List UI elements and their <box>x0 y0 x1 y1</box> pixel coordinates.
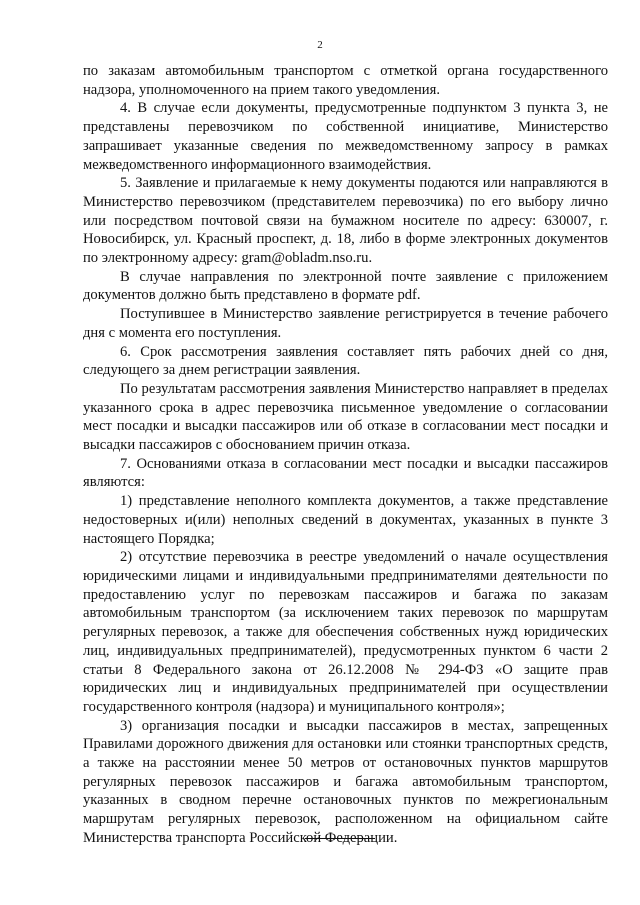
paragraph-review-results: По результатам рассмотрения заявления Министерство направляет в пределах указанного срока в адрес перевозчика письменное уведомление о согласовании мест посадки и высадки пассажиров или об отказе в согласовании мест посадки и высадки пассажиров с обоснованием причин отказа. <box>83 380 608 454</box>
paragraph-item-7: 7. Основаниями отказа в согласовании мест посадки и высадки пассажиров являются: <box>83 455 608 491</box>
paragraph-item-4: 4. В случае если документы, предусмотренные подпунктом 3 пункта 3, не представлены перевозчиком по собственной инициативе, Министерство запрашивает указанные сведения по межведомственному запросу в рамках межведомственного информационного взаимодействия. <box>83 100 608 173</box>
page-number: 2 <box>317 39 323 51</box>
paragraph-subitem-2: 2) отсутствие перевозчика в реестре уведомлений о начале осуществления юридическими лицами и индивидуальными предпринимателями деятельности по предоставлению услуг по перевозкам пассажиров и багажа по заказам автомобильным транспортом (за исключением таких перевозок по маршрутам регулярных перевозок, а также для обеспечения собственных нужд юридических лиц, индивидуальных предпринимателей), предусмотренных пунктом 6 части 2 статьи 8 Федерального закона от 26.12.2008 № 294-ФЗ «О защите прав юридических лиц и индивидуальных предпринимателей при осуществлении государственного контроля (надзора) и муниципального контроля»; <box>83 549 608 715</box>
paragraph-registration: Поступившее в Министерство заявление регистрируется в течение рабочего дня с момента его поступления. <box>83 306 608 341</box>
end-rule-divider <box>305 838 375 839</box>
paragraph-item-5: 5. Заявление и прилагаемые к нему документы подаются или направляются в Министерство перевозчиком (представителем перевозчика) по его выбору лично или посредством почтовой связи на бумажном носителе по адресу: 630007, г. Новосибирск, ул. Красный проспект, д. 18, либо в форме электронных документов по электронному адресу: gram@obladm.nso.ru. <box>83 175 608 267</box>
paragraph-subitem-1: 1) представление неполного комплекта документов, а также представление недостоверных и(или) неполных сведений в документах, указанных в пункте 3 настоящего Порядка; <box>83 493 608 547</box>
paragraph-subitem-3: 3) организация посадки и высадки пассажиров в местах, запрещенных Правилами дорожного движения для остановки или стоянки транспортных средств, а также на расстоянии менее 50 метров от остановочных пунктов маршрутов регулярных перевозок пассажиров и багажа автомобильным транспортом, указанных в сводном перечне остановочных пунктов по межрегиональным маршрутам регулярных перевозок, расположенном на официальном сайте Министерства транспорта Российской Федерации. <box>83 717 608 846</box>
paragraph-item-6: 6. Срок рассмотрения заявления составляет пять рабочих дней со дня, следующего за днем регистрации заявления. <box>83 343 608 379</box>
document-body <box>83 62 608 848</box>
paragraph-continuation: по заказам автомобильным транспортом с отметкой органа государственного надзора, уполномоченного на прием такого уведомления. <box>83 63 608 98</box>
paragraph-email-format: В случае направления по электронной почте заявление с приложением документов должно быть представлено в формате pdf. <box>83 268 608 304</box>
